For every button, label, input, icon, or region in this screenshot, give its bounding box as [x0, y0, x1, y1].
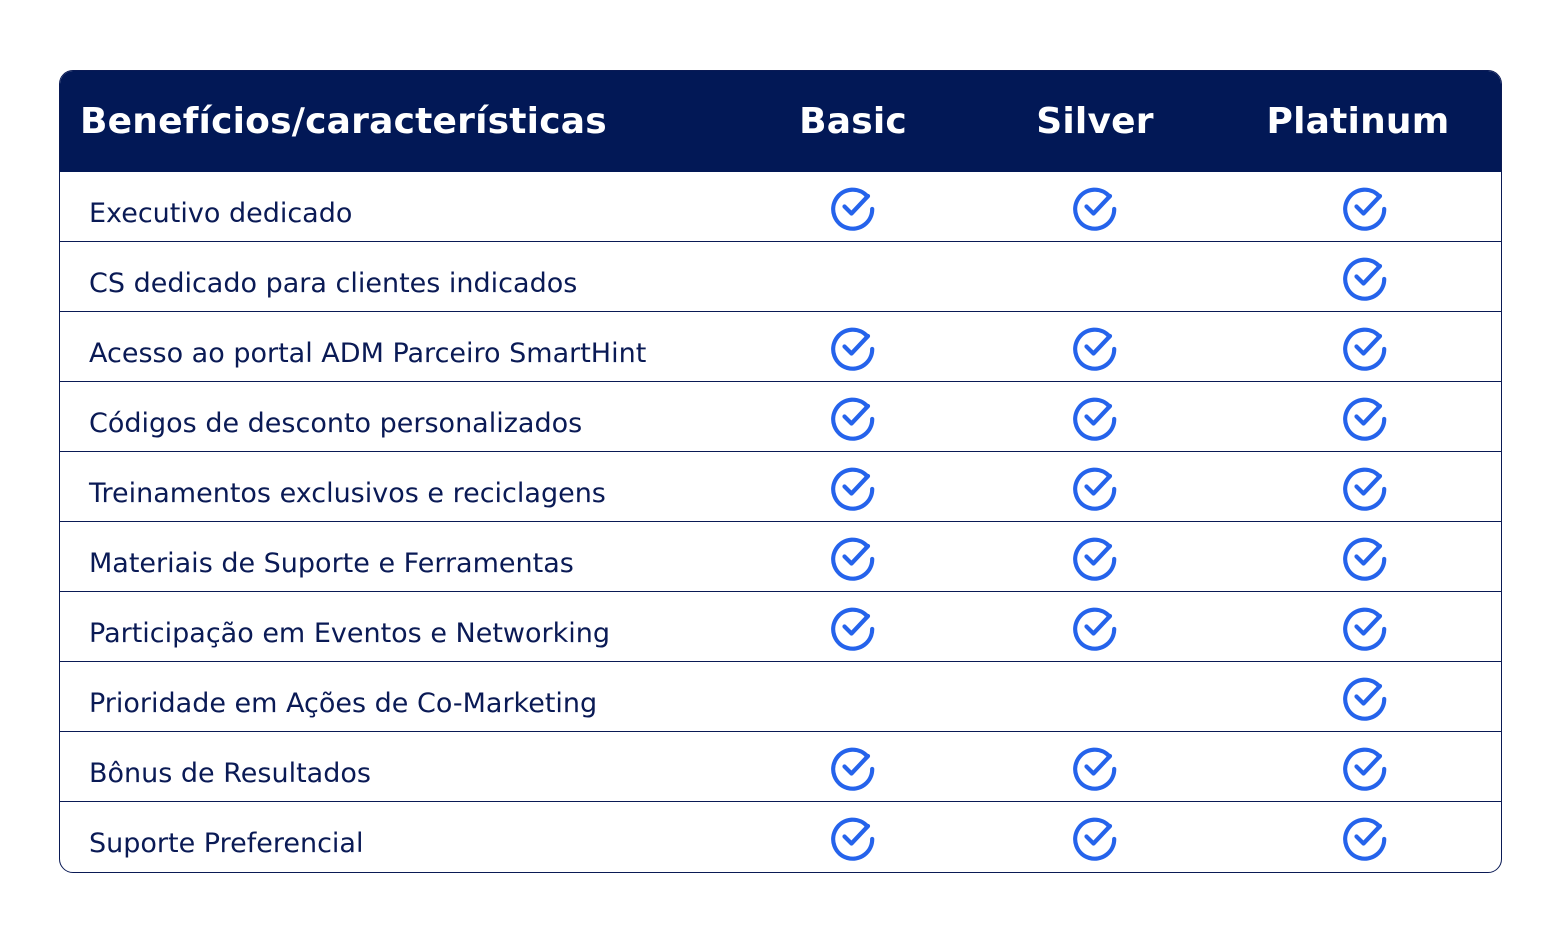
row-label: Materiais de Suporte e Ferramentas — [89, 548, 574, 579]
check-circle-icon — [829, 323, 877, 371]
check-circle-icon — [1071, 463, 1119, 511]
row-label: Códigos de desconto personalizados — [89, 408, 583, 439]
table-row — [60, 522, 1501, 592]
table-row — [60, 382, 1501, 452]
check-circle-icon — [1071, 323, 1119, 371]
check-circle-icon — [1341, 813, 1389, 861]
row-label: Executivo dedicado — [89, 198, 353, 229]
table-row — [60, 662, 1501, 732]
table-row — [60, 592, 1501, 662]
check-circle-icon — [829, 533, 877, 581]
benefits-table — [59, 70, 1502, 873]
check-circle-icon — [1341, 673, 1389, 721]
table-row — [60, 242, 1501, 312]
check-circle-icon — [1341, 463, 1389, 511]
check-circle-icon — [1341, 533, 1389, 581]
check-circle-icon — [829, 603, 877, 651]
check-circle-icon — [1341, 323, 1389, 371]
check-circle-icon — [829, 463, 877, 511]
header-silver: Silver — [1036, 101, 1154, 142]
check-circle-icon — [1071, 393, 1119, 441]
table-header — [60, 71, 1501, 172]
check-circle-icon — [1071, 603, 1119, 651]
check-circle-icon — [1341, 603, 1389, 651]
table-row — [60, 452, 1501, 522]
row-label: Acesso ao portal ADM Parceiro SmartHint — [89, 338, 647, 369]
row-label: Suporte Preferencial — [89, 828, 364, 859]
header-feature: Benefícios/características — [80, 101, 607, 142]
check-circle-icon — [829, 393, 877, 441]
table-row — [60, 312, 1501, 382]
check-circle-icon — [829, 813, 877, 861]
row-label: Treinamentos exclusivos e reciclagens — [89, 478, 606, 509]
check-circle-icon — [1341, 743, 1389, 791]
table-row — [60, 802, 1501, 872]
header-platinum: Platinum — [1266, 101, 1450, 142]
table-body — [60, 172, 1501, 872]
check-circle-icon — [1071, 743, 1119, 791]
header-basic: Basic — [799, 101, 907, 142]
check-circle-icon — [1341, 393, 1389, 441]
check-circle-icon — [1071, 813, 1119, 861]
check-circle-icon — [1341, 183, 1389, 231]
table-row — [60, 172, 1501, 242]
check-circle-icon — [829, 743, 877, 791]
check-circle-icon — [829, 183, 877, 231]
check-circle-icon — [1341, 253, 1389, 301]
table-row — [60, 732, 1501, 802]
row-label: CS dedicado para clientes indicados — [89, 268, 578, 299]
row-label: Prioridade em Ações de Co-Marketing — [89, 688, 598, 719]
row-label: Participação em Eventos e Networking — [89, 618, 611, 649]
check-circle-icon — [1071, 183, 1119, 231]
check-circle-icon — [1071, 533, 1119, 581]
row-label: Bônus de Resultados — [89, 758, 371, 789]
